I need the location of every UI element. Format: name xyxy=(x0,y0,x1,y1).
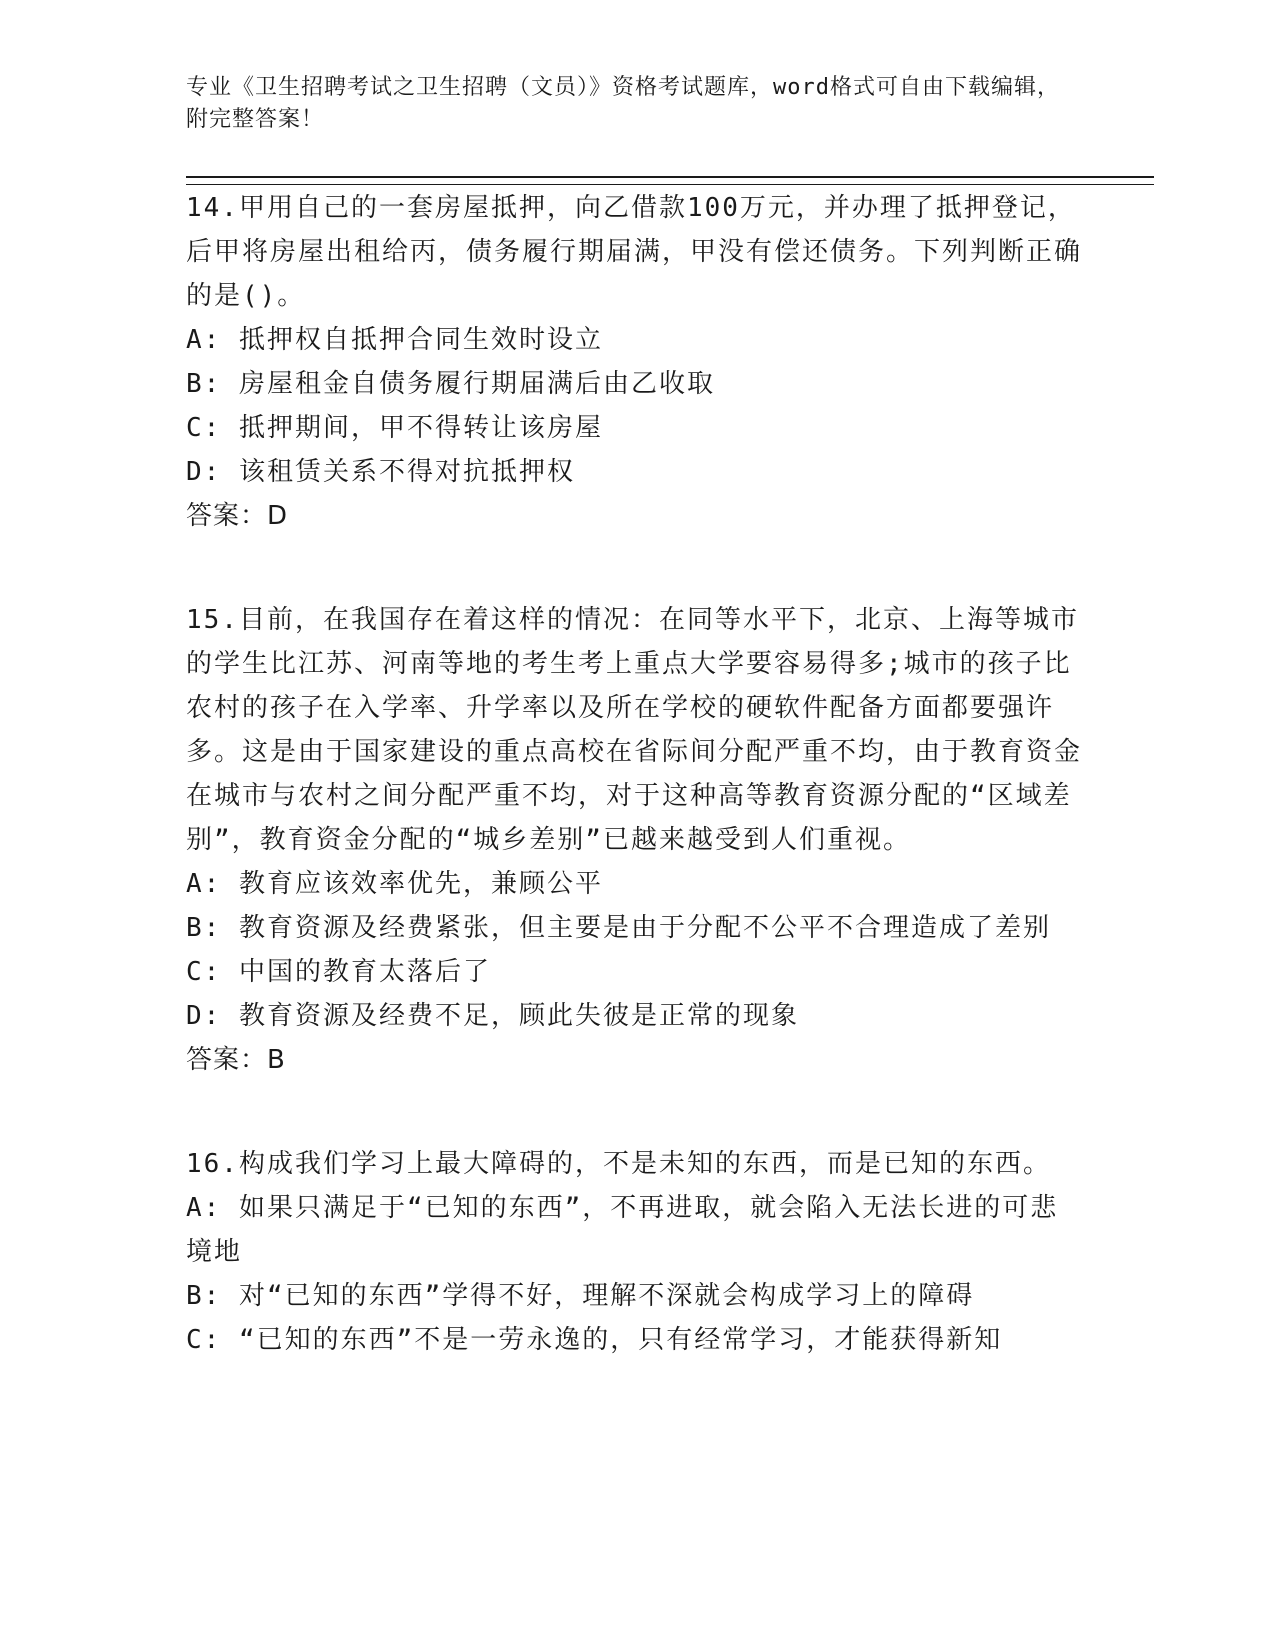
option-c: C: 中国的教育太落后了 xyxy=(186,957,491,987)
option-d: D: 教育资源及经费不足，顾此失彼是正常的现象 xyxy=(186,1001,799,1031)
question-spacer xyxy=(186,1082,1086,1142)
option-a: A: 如果只满足于“已知的东西”，不再进取，就会陷入无法长进的可悲境地 xyxy=(186,1193,1059,1267)
option-b: B: 教育资源及经费紧张，但主要是由于分配不公平不合理造成了差别 xyxy=(186,913,1051,943)
answer-label: 答案：D xyxy=(186,501,289,531)
option-c: C: 抵押期间，甲不得转让该房屋 xyxy=(186,413,603,443)
option-a: A: 教育应该效率优先，兼顾公平 xyxy=(186,869,603,899)
question-14 xyxy=(186,186,1086,538)
question-list xyxy=(186,186,1086,1362)
header-divider xyxy=(186,176,1154,185)
question-spacer xyxy=(186,538,1086,598)
answer-label: 答案：B xyxy=(186,1045,286,1075)
option-b: B: 房屋租金自债务履行期届满后由乙收取 xyxy=(186,369,715,399)
question-stem: 14.甲用自己的一套房屋抵押，向乙借款100万元，并办理了抵押登记，后甲将房屋出租给丙，债务履行期届满，甲没有偿还债务。下列判断正确的是()。 xyxy=(186,193,1083,311)
option-c: C: “已知的东西”不是一劳永逸的，只有经常学习，才能获得新知 xyxy=(186,1325,1003,1355)
question-stem: 16.构成我们学习上最大障碍的，不是未知的东西，而是已知的东西。 xyxy=(186,1149,1051,1179)
page-header: 专业《卫生招聘考试之卫生招聘（文员）》资格考试题库，word格式可自由下载编辑，附完整答案！ xyxy=(186,75,1060,132)
option-b: B: 对“已知的东西”学得不好，理解不深就会构成学习上的障碍 xyxy=(186,1281,975,1311)
question-15 xyxy=(186,598,1086,1082)
option-a: A: 抵押权自抵押合同生效时设立 xyxy=(186,325,603,355)
question-stem: 15.目前，在我国存在着这样的情况：在同等水平下，北京、上海等城市的学生比江苏、河南等地的考生考上重点大学要容易得多;城市的孩子比农村的孩子在入学率、升学率以及所在学校的硬软件配备方面都要强许多。这是由于国家建设的重点高校在省际间分配严重不均，由于教育资金在城市与农村之间分配严重不均，对于这种高等教育资源分配的“区域差别”，教育资金分配的“城乡差别”已越来越受到人们重视。 xyxy=(186,605,1083,855)
question-16 xyxy=(186,1142,1086,1362)
option-d: D: 该租赁关系不得对抗抵押权 xyxy=(186,457,575,487)
